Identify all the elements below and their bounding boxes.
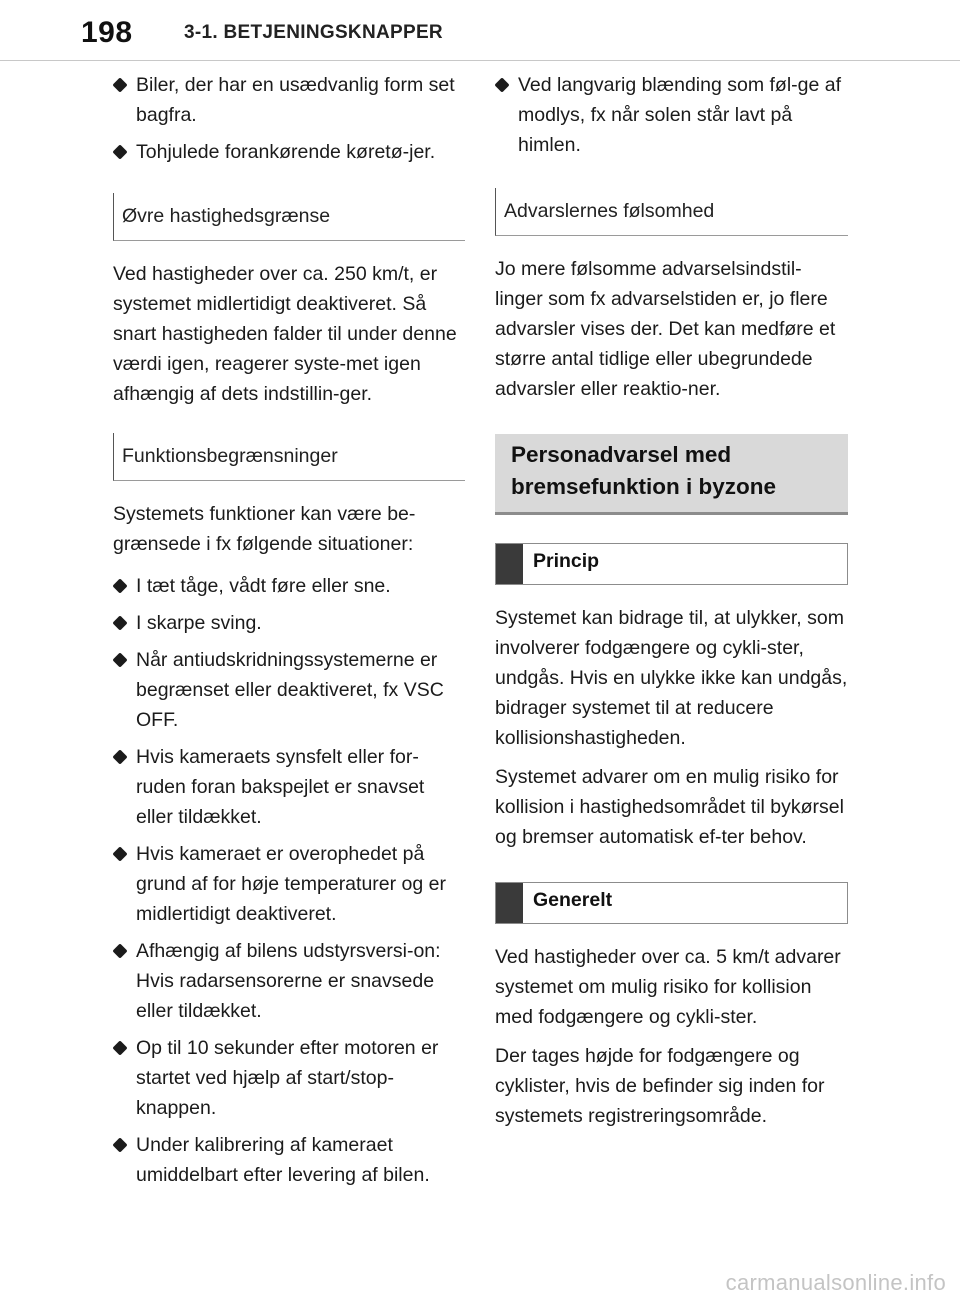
paragraph: Ved hastigheder over ca. 250 km/t, er systemet midlertidigt deaktiveret. Så snart hastigheden falder til under denne værdi igen, reagerer syste-met igen afhængig af dets indstillin-ger.	[113, 263, 457, 405]
diamond-bullet-icon	[114, 751, 126, 763]
page-number: 198	[81, 16, 133, 49]
tag-marker	[496, 544, 523, 584]
bullet-item: I skarpe sving.	[113, 608, 465, 638]
paragraph: Ved hastigheder over ca. 5 km/t advarer systemet om mulig risiko for kollision med fodgængere og cykli-ster.	[495, 946, 841, 1028]
paragraph: Der tages højde for fodgængere og cyklister, hvis de befinder sig inden for systemets registreringsområde.	[495, 1045, 825, 1127]
paragraph: Jo mere følsomme advarselsindstil-linger som fx advarselstiden er, jo flere advarsler vises der. Det kan medføre et større antal tidlige eller ubegrundede advarsler eller reaktio-ner.	[495, 258, 836, 400]
subheading-function-limitations: Funktionsbegrænsninger	[113, 433, 465, 481]
diamond-bullet-icon	[114, 146, 126, 158]
diamond-bullet-icon	[114, 1042, 126, 1054]
bullet-item: Biler, der har en usædvanlig form set bagfra.	[113, 70, 465, 130]
diamond-bullet-icon	[114, 945, 126, 957]
bullet-item: I tæt tåge, vådt føre eller sne.	[113, 571, 465, 601]
header-divider	[0, 60, 960, 61]
paragraph: Systemets funktioner kan være be-grænsede i fx følgende situationer:	[113, 503, 416, 555]
bullet-item: Når antiudskridningssystemerne er begrænset eller deaktiveret, fx VSC OFF.	[113, 645, 465, 735]
subheading-warning-sensitivity: Advarslernes følsomhed	[495, 188, 848, 236]
bullet-item: Hvis kameraet er overophedet på grund af for høje temperaturer og er midlertidigt deaktiveret.	[113, 839, 465, 929]
watermark: carmanualsonline.info	[725, 1270, 946, 1295]
diamond-bullet-icon	[496, 79, 508, 91]
diamond-bullet-icon	[114, 848, 126, 860]
subheading-upper-speed-limit: Øvre hastighedsgrænse	[113, 193, 465, 241]
bullet-item: Under kalibrering af kameraet umiddelbart efter levering af bilen.	[113, 1130, 465, 1190]
paragraph: Systemet kan bidrage til, at ulykker, som involverer fodgængere og cykli-ster, undgås. Hvis en ulykke ikke kan undgås, bidrager systemet til at reducere kollisionshastigheden.	[495, 607, 848, 749]
section-title: Personadvarsel med bremsefunktion i byzone	[495, 434, 848, 515]
bullet-item: Op til 10 sekunder efter motoren er startet ved hjælp af start/stop-knappen.	[113, 1033, 465, 1123]
tag-heading-principle	[495, 543, 848, 585]
diamond-bullet-icon	[114, 580, 126, 592]
left-column	[113, 70, 465, 1197]
tag-heading-label: Generelt	[533, 889, 613, 911]
bullet-item: Hvis kameraets synsfelt eller for-ruden foran bakspejlet er snavset eller tildækket.	[113, 742, 465, 832]
paragraph: Systemet advarer om en mulig risiko for kollision i hastighedsområdet til bykørsel og bremser automatisk ef-ter behov.	[495, 766, 844, 848]
diamond-bullet-icon	[114, 617, 126, 629]
chapter-title: 3-1. BETJENINGSKNAPPER	[184, 22, 443, 43]
diamond-bullet-icon	[114, 79, 126, 91]
bullet-item: Ved langvarig blænding som føl-ge af modlys, fx når solen står lavt på himlen.	[495, 70, 848, 160]
diamond-bullet-icon	[114, 654, 126, 666]
tag-marker	[496, 883, 523, 923]
page-header	[0, 0, 960, 64]
tag-heading-label: Princip	[533, 550, 600, 572]
bullet-item: Afhængig af bilens udstyrsversi-on: Hvis radarsensorerne er snavsede eller tildækket.	[113, 936, 465, 1026]
tag-heading-general	[495, 882, 848, 924]
bullet-item: Tohjulede forankørende køretø-jer.	[113, 137, 465, 167]
diamond-bullet-icon	[114, 1139, 126, 1151]
right-column	[495, 70, 848, 1140]
